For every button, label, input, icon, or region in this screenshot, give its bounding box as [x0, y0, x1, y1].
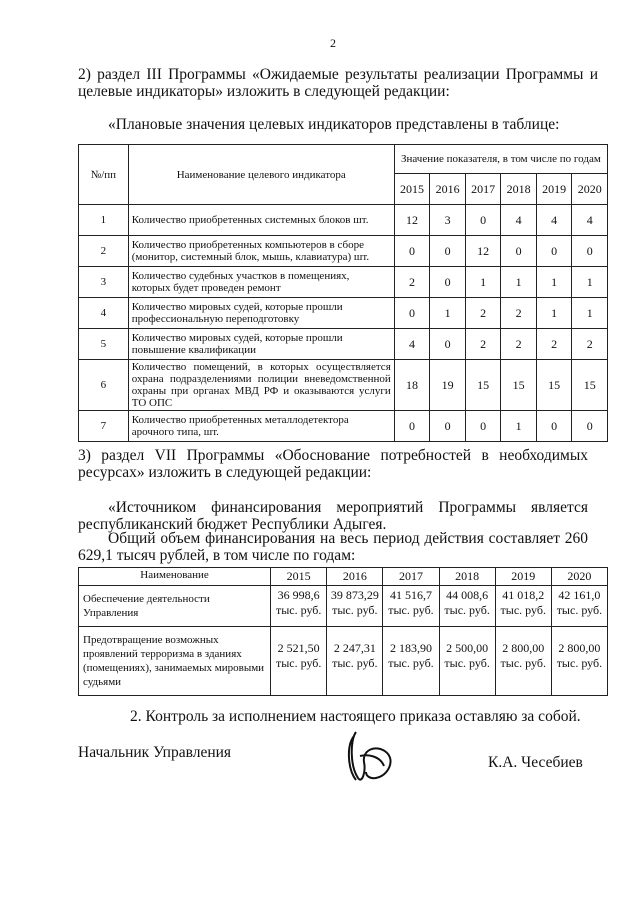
- indicator-value: 0: [430, 236, 466, 267]
- indicators-table: [78, 144, 608, 442]
- indicator-value: 0: [465, 411, 501, 442]
- indicator-value: 1: [465, 267, 501, 298]
- indicator-value: 1: [536, 298, 572, 329]
- indicator-value: 0: [536, 236, 572, 267]
- indicator-value: 0: [394, 298, 430, 329]
- signature-image: [336, 726, 406, 788]
- col-no-header: №/пп: [79, 145, 129, 205]
- head-title: Начальник Управления: [78, 744, 232, 761]
- funding-total-text: Общий объем финансирования на весь период действия составляет 260 629,1 тысяч рублей, в том числе по годам:: [78, 530, 588, 564]
- indicator-value: 2: [465, 329, 501, 360]
- row-number: 3: [79, 267, 129, 298]
- funding-amount: 2 247,31 тыс. руб.: [327, 627, 383, 696]
- indicator-name: Количество судебных участков в помещениях, которых будет проведен ремонт: [128, 267, 394, 298]
- indicator-value: 4: [501, 205, 537, 236]
- year-header-2020: 2020: [572, 174, 608, 205]
- indicator-name: Количество помещений, в которых осуществляется охрана подразделениями полиции вневедомственной охраны при органах МВД РФ и оказываются услуги ТО ОПС: [128, 360, 394, 411]
- indicator-value: 0: [430, 411, 466, 442]
- indicator-value: 0: [572, 236, 608, 267]
- funding-year-header: 2017: [383, 568, 439, 586]
- row-number: 7: [79, 411, 129, 442]
- indicator-value: 2: [536, 329, 572, 360]
- funding-table: [78, 567, 608, 696]
- funding-header-row: [79, 568, 608, 586]
- funding-year-header: 2015: [271, 568, 327, 586]
- year-header-2019: 2019: [536, 174, 572, 205]
- page-number: 2: [330, 36, 336, 50]
- indicator-value: 4: [572, 205, 608, 236]
- col-values-header: Значение показателя, в том числе по годам: [394, 145, 607, 174]
- funding-amount: 2 800,00 тыс. руб.: [551, 627, 607, 696]
- section-3-text: 3) раздел VII Программы «Обоснование потребностей в необходимых ресурсах» изложить в следующей редакции:: [78, 447, 588, 481]
- indicator-value: 12: [465, 236, 501, 267]
- indicator-value: 2: [394, 267, 430, 298]
- indicator-value: 18: [394, 360, 430, 411]
- funding-amount: 42 161,0 тыс. руб.: [551, 586, 607, 627]
- indicator-value: 1: [536, 267, 572, 298]
- funding-amount: 44 008,6 тыс. руб.: [439, 586, 495, 627]
- funding-amount: 36 998,6 тыс. руб.: [271, 586, 327, 627]
- table-row: [79, 298, 608, 329]
- indicator-value: 1: [501, 267, 537, 298]
- indicator-value: 15: [536, 360, 572, 411]
- indicator-name: Количество мировых судей, которые прошли повышение квалификации: [128, 329, 394, 360]
- indicator-value: 15: [501, 360, 537, 411]
- indicator-value: 15: [465, 360, 501, 411]
- funding-year-header: 2020: [551, 568, 607, 586]
- row-number: 5: [79, 329, 129, 360]
- funding-amount: 2 183,90 тыс. руб.: [383, 627, 439, 696]
- head-name: К.А. Чесебиев: [488, 754, 583, 771]
- funding-row: [79, 627, 608, 696]
- section-2-text: 2) раздел III Программы «Ожидаемые результаты реализации Программы и целевые индикаторы» изложить в следующей редакции:: [78, 66, 598, 100]
- table-row: [79, 236, 608, 267]
- indicator-value: 12: [394, 205, 430, 236]
- indicator-name: Количество приобретенных компьютеров в сборе (монитор, системный блок, мышь, клавиатура) шт.: [128, 236, 394, 267]
- funding-row: [79, 586, 608, 627]
- indicator-value: 0: [572, 411, 608, 442]
- indicator-value: 2: [501, 298, 537, 329]
- funding-amount: 41 018,2 тыс. руб.: [495, 586, 551, 627]
- funding-amount: 2 500,00 тыс. руб.: [439, 627, 495, 696]
- funding-year-header: 2019: [495, 568, 551, 586]
- funding-amount: 41 516,7 тыс. руб.: [383, 586, 439, 627]
- funding-amount: 39 873,29 тыс. руб.: [327, 586, 383, 627]
- signature-stroke: [349, 732, 391, 780]
- indicator-value: 1: [572, 267, 608, 298]
- funding-year-header: 2016: [327, 568, 383, 586]
- indicator-value: 2: [501, 329, 537, 360]
- indicator-value: 1: [430, 298, 466, 329]
- indicator-value: 0: [430, 267, 466, 298]
- funding-amount: 2 800,00 тыс. руб.: [495, 627, 551, 696]
- control-text: 2. Контроль за исполнением настоящего приказа оставляю за собой.: [130, 708, 581, 725]
- indicator-value: 19: [430, 360, 466, 411]
- row-number: 2: [79, 236, 129, 267]
- table-row: [79, 267, 608, 298]
- year-header-2015: 2015: [394, 174, 430, 205]
- funding-col-name-header: Наименование: [79, 568, 271, 586]
- indicator-name: Количество мировых судей, которые прошли профессиональную переподготовку: [128, 298, 394, 329]
- col-name-header: Наименование целевого индикатора: [128, 145, 394, 205]
- indicator-value: 0: [394, 236, 430, 267]
- indicator-value: 15: [572, 360, 608, 411]
- indicator-value: 2: [572, 329, 608, 360]
- table-row: [79, 360, 608, 411]
- funding-source-text: «Источником финансирования мероприятий Программы является республиканский бюджет Республики Адыгея.: [78, 499, 588, 533]
- indicator-value: 1: [572, 298, 608, 329]
- table-row: [79, 329, 608, 360]
- indicator-value: 0: [536, 411, 572, 442]
- year-header-2016: 2016: [430, 174, 466, 205]
- indicator-value: 4: [536, 205, 572, 236]
- indicator-name: Количество приобретенных металлодетектора арочного типа, шт.: [128, 411, 394, 442]
- table-row: [79, 205, 608, 236]
- year-header-2018: 2018: [501, 174, 537, 205]
- table-header-row: [79, 145, 608, 174]
- table-row: [79, 411, 608, 442]
- indicator-value: 0: [430, 329, 466, 360]
- funding-item-name: Предотвращение возможных проявлений терроризма в зданиях (помещениях), занимаемых мировыми судьями: [79, 627, 271, 696]
- indicator-value: 1: [501, 411, 537, 442]
- indicator-value: 2: [465, 298, 501, 329]
- indicator-value: 0: [465, 205, 501, 236]
- funding-amount: 2 521,50 тыс. руб.: [271, 627, 327, 696]
- indicator-value: 0: [394, 411, 430, 442]
- row-number: 4: [79, 298, 129, 329]
- indicator-value: 4: [394, 329, 430, 360]
- row-number: 1: [79, 205, 129, 236]
- year-header-2017: 2017: [465, 174, 501, 205]
- table-intro: «Плановые значения целевых индикаторов представлены в таблице:: [108, 116, 560, 133]
- funding-item-name: Обеспечение деятельности Управления: [79, 586, 271, 627]
- indicator-value: 0: [501, 236, 537, 267]
- indicator-value: 3: [430, 205, 466, 236]
- funding-year-header: 2018: [439, 568, 495, 586]
- indicator-name: Количество приобретенных системных блоков шт.: [128, 205, 394, 236]
- row-number: 6: [79, 360, 129, 411]
